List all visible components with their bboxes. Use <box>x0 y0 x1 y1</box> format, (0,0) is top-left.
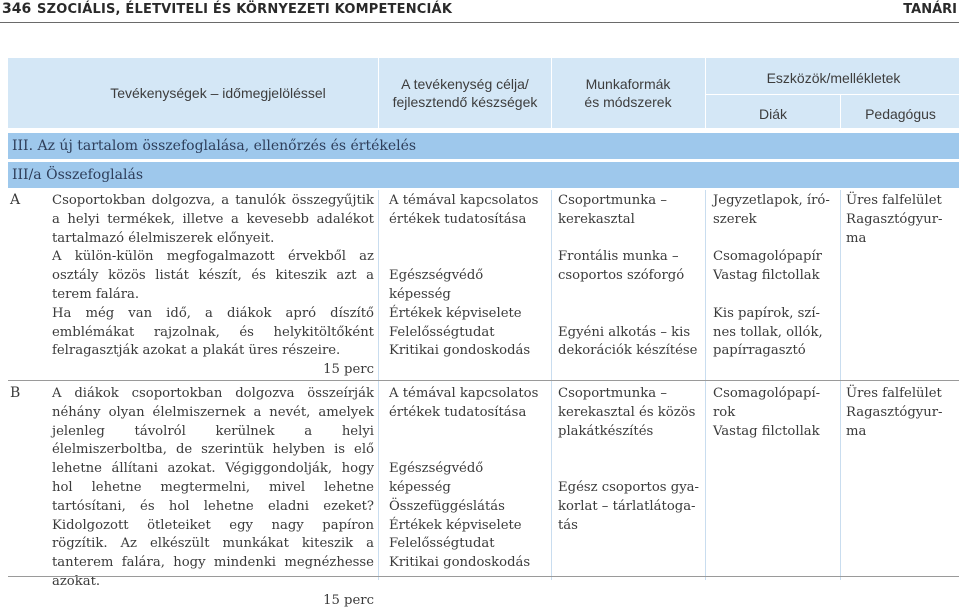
row-a-goal-line: Felelősségtudat <box>389 324 495 340</box>
col-methods-header-line1: Munkaformák <box>585 76 671 92</box>
row-a-teacher-tool-line: Ragasztógyur- <box>846 211 943 227</box>
subsection-title: III/a Összefoglalás <box>12 167 144 183</box>
row-a-method-line: Csoportmunka – <box>558 193 667 208</box>
page-header <box>0 0 959 22</box>
row-b-student-tool-line: Vastag filctollak <box>713 423 820 439</box>
row-a-goal-spacer <box>389 248 549 267</box>
row-b-goal-line: értékek tudatosítása <box>389 404 527 420</box>
row-b-methods <box>558 385 704 535</box>
row-a-goal-line: Értékek képviselete <box>389 305 522 321</box>
table-header <box>8 58 959 128</box>
row-a-method-line: dekorációk készítése <box>558 343 698 359</box>
grid-line-3 <box>705 190 706 580</box>
header-divider-4 <box>840 94 841 128</box>
row-a-method-spacer <box>558 230 704 249</box>
row-b-method-line: Csoportmunka – <box>558 386 667 401</box>
col-tools-header: Eszközök/mellékletek <box>766 70 901 86</box>
row-b-activity-p1: A diákok csoportokban dolgozva összeírják néhány olyan élelmiszernek a nevét, amelyek jelenleg távolról kerülnek a helyi élelmiszerboltba, de szerintük helyben is elő lehetne állítani azokat. Végiggondolják, hogy hol lehetne megtermelni, mivel lehetne tartósítani, és hol lehetne eladni ezeket? Kidolgozott ötleteiket egy nagy papíron rögzítik. Az elkészült munkákat kiteszik a tanterem falára, hogy mindenki megnézhesse azokat. <box>52 386 374 589</box>
row-b-teacher-tool-line: Ragasztógyur- <box>846 404 943 420</box>
row-b-method-line: tás <box>558 517 578 533</box>
col-goals-header <box>380 75 550 111</box>
row-b-method-spacer <box>558 441 704 460</box>
row-b-student-tool-line: Csomagolópapí- <box>713 386 821 401</box>
row-a-student-tool-line: papírragasztó <box>713 343 806 359</box>
row-a-method-line: kerekasztal <box>558 211 635 227</box>
row-a-goals <box>389 192 549 361</box>
row-b-teacher-tool-line: ma <box>846 423 867 439</box>
page-number: 346 <box>2 1 32 17</box>
header-divider-1 <box>378 58 379 128</box>
header-divider-2 <box>551 58 552 128</box>
row-a-teacher-tools <box>846 192 958 248</box>
row-a-methods <box>558 192 704 361</box>
subsection-title-bar <box>8 162 959 188</box>
col-methods-header <box>553 75 703 111</box>
row-a-student-tool-spacer <box>713 286 838 305</box>
row-a-method-spacer <box>558 305 704 324</box>
row-a-teacher-tool-line: Üres falfelület <box>846 193 942 208</box>
row-b-method-line: Egész csoportos gya- <box>558 479 699 495</box>
edition-tag: TANÁRI <box>903 2 957 17</box>
grid-line-2 <box>551 190 552 580</box>
col-tools-student-header: Diák <box>758 106 787 122</box>
row-b-student-tool-line: rok <box>713 404 736 420</box>
row-a-time: 15 perc <box>323 362 374 378</box>
row-b-goal-line: Felelősségtudat <box>389 536 495 552</box>
row-a-method-line: Frontális munka – <box>558 249 679 265</box>
row-a-student-tools <box>713 192 838 361</box>
row-a-goal-line: Kritikai gondoskodás <box>389 343 531 359</box>
row-b-goal-line: Összefüggéslátás <box>389 498 505 514</box>
row-a-goal-line: Egészségvédő képesség <box>389 268 484 302</box>
row-separator <box>8 380 959 381</box>
row-b-student-tools <box>713 385 838 441</box>
page-title: SZOCIÁLIS, ÉLETVITELI ÉS KÖRNYEZETI KOMPETENCIÁK <box>37 2 453 17</box>
row-b-goals <box>389 385 549 573</box>
row-b-method-line: plakátkészítés <box>558 423 654 439</box>
row-b-teacher-tool-line: Üres falfelület <box>846 386 942 401</box>
row-a-letter: A <box>10 192 21 208</box>
row-b-method-spacer <box>558 460 704 479</box>
row-a-method-spacer <box>558 286 704 305</box>
row-a-student-tool-spacer <box>713 230 838 249</box>
row-b-goal-line: Egészségvédő képesség <box>389 461 484 495</box>
tools-subheader-divider <box>706 94 959 95</box>
row-b-goal-line: Kritikai gondoskodás <box>389 555 531 571</box>
col-activities-header: Tevékenységek – időmegjelöléssel <box>110 85 326 101</box>
row-a-goal-line: értékek tudatosítása <box>389 211 527 227</box>
row-a-student-tool-line: Kis papírok, szí- <box>713 305 821 321</box>
row-a-student-tool-line: Vastag filctollak <box>713 268 820 284</box>
section-title-bar <box>8 133 959 159</box>
grid-line-1 <box>378 190 379 580</box>
header-divider <box>0 22 959 23</box>
row-a-method-line: Egyéni alkotás – kis <box>558 324 691 340</box>
row-a-goal-line: A témával kapcsolatos <box>389 193 539 208</box>
section-title: III. Az új tartalom összefoglalása, ellenőrzés és értékelés <box>12 138 417 154</box>
row-b-goal-line: A témával kapcsolatos <box>389 386 539 401</box>
row-b-letter: B <box>10 385 21 401</box>
row-a-activity-p1: Csoportokban dolgozva, a tanulók összegyűjtik a helyi termékek, illetve a kevesebb adalékot tartalmazó élelmiszerek előnyeit. <box>52 193 374 246</box>
row-a-method-line: csoportos szóforgó <box>558 268 685 284</box>
col-goals-header-line1: A tevékenység célja/ <box>401 76 529 92</box>
header-divider-3 <box>705 58 706 128</box>
grid-line-4 <box>840 190 841 580</box>
col-tools-teacher-header: Pedagógus <box>865 106 936 122</box>
row-a-activity-p2: A külön-külön megfogalmazott érvekből az osztály közös listát készít, és kiteszik azt a terem falára. <box>52 249 374 302</box>
row-a-goal-spacer <box>389 230 549 249</box>
row-a-activity-p3: Ha még van idő, a diákok apró díszítő emblémákat rajzolnak, és helykitöltőként felragasztják azokat a plakát üres részeire. <box>52 305 374 359</box>
col-methods-header-line2: és módszerek <box>584 94 672 110</box>
row-a-student-tool-line: szerek <box>713 211 757 227</box>
row-b-goal-spacer <box>389 423 549 442</box>
row-b-method-line: kerekasztal és közös <box>558 404 696 420</box>
row-b-time: 15 perc <box>323 592 374 608</box>
row-b-goal-line: Értékek képviselete <box>389 517 522 533</box>
row-a-student-tool-line: Jegyzetlapok, író- <box>713 193 830 208</box>
row-b-teacher-tools <box>846 385 958 441</box>
col-goals-header-line2: fejlesztendő készségek <box>392 94 538 110</box>
row-b-method-line: korlat – tárlatlátoga- <box>558 498 696 514</box>
row-a-student-tool-line: Csomagolópapír <box>713 249 822 265</box>
row-a-activity <box>52 192 374 380</box>
row-a-teacher-tool-line: ma <box>846 230 867 246</box>
row-b-goal-spacer <box>389 441 549 460</box>
table-bottom-border <box>8 576 959 577</box>
row-a-student-tool-line: nes tollak, ollók, <box>713 324 823 340</box>
